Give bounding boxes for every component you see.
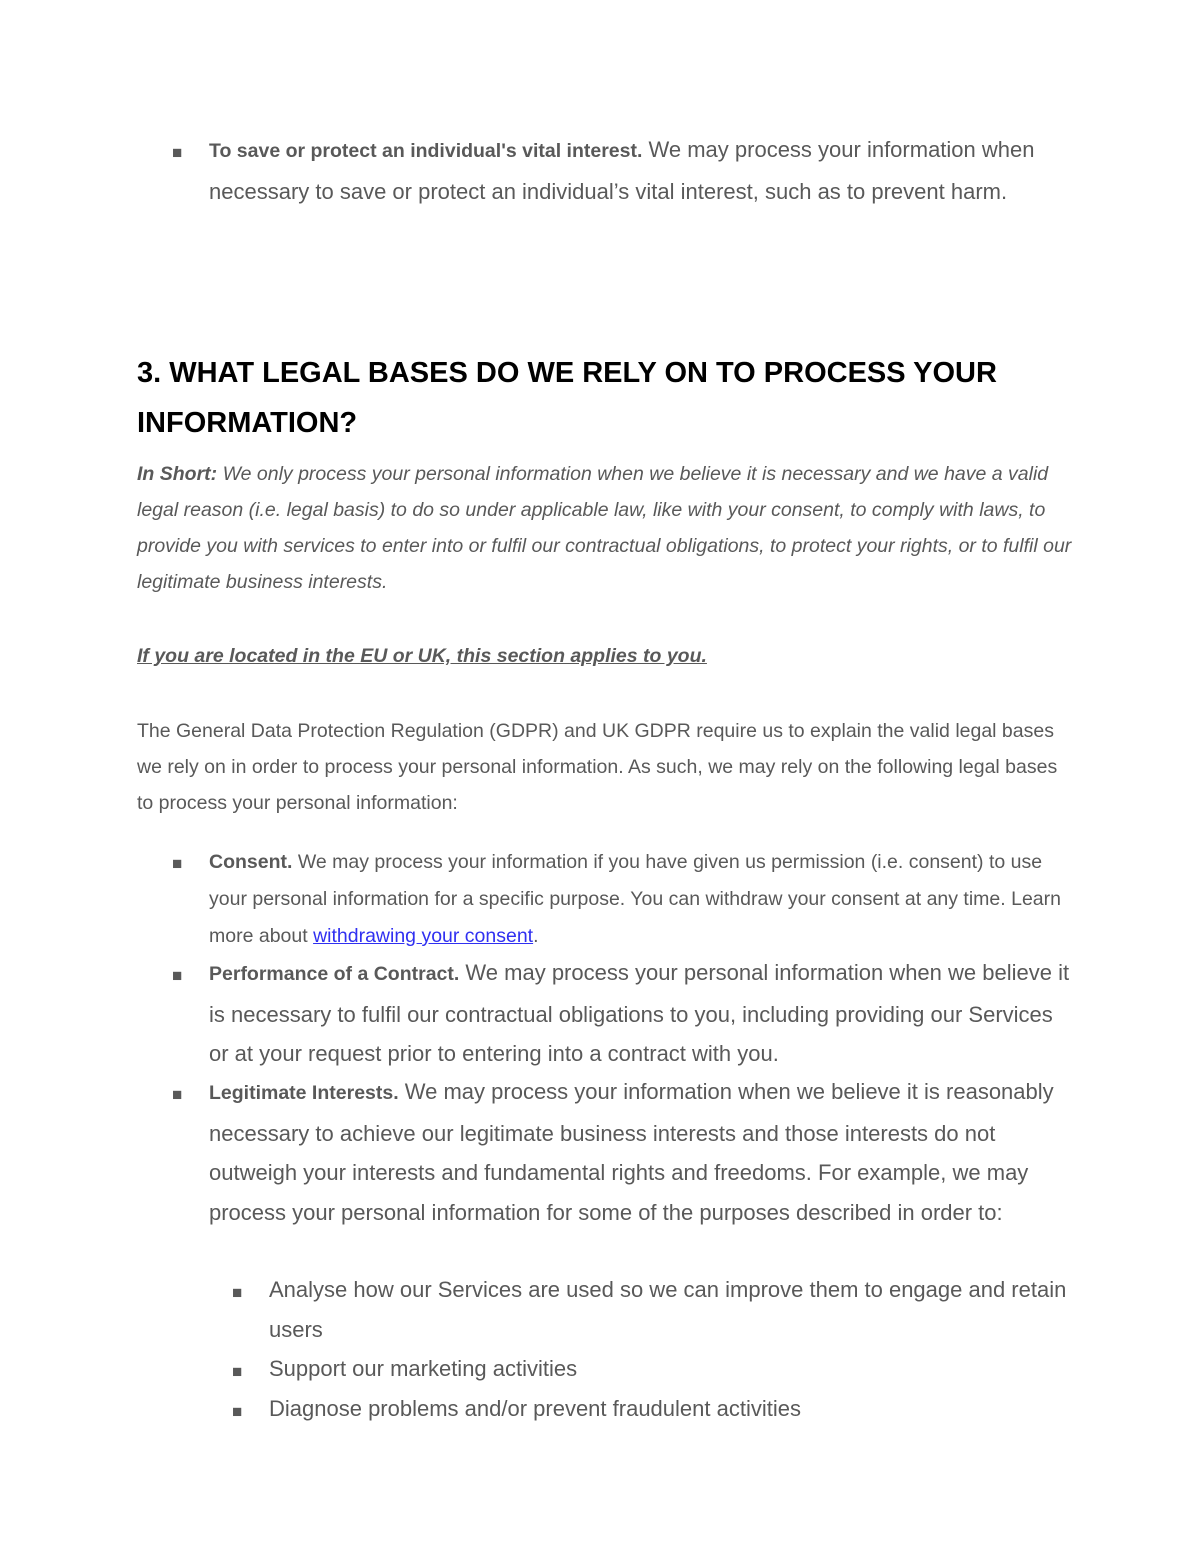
bullet-icon: ■ [172,966,183,985]
eu-uk-note: If you are located in the EU or UK, this section applies to you. [137,645,707,667]
consent-title: Consent. [209,851,293,873]
sub-item-text: Analyse how our Services are used so we can improve them to engage and retain users [269,1277,1067,1342]
in-short-label: In Short: [137,463,218,485]
bullet-icon: ■ [172,854,183,873]
vital-interest-text [209,130,1077,211]
withdraw-consent-link[interactable]: withdrawing your consent [313,925,534,947]
contract-body: We may process your personal information when we believe it is necessary to fulfil our contractual obligations to you, including providing our Services or at your request prior to entering into a contract with you. [209,960,1070,1066]
consent-text [209,844,1077,955]
in-short-summary [137,456,1077,600]
contract-title: Performance of a Contract. [209,963,460,985]
consent-body: We may process your information if you have given us permission (i.e. consent) to use your personal information for a specific purpose. You can withdraw your consent at any time. Learn more about [209,851,1061,947]
legitimate-interests-text [209,1072,1077,1232]
bullet-icon: ■ [232,1362,243,1381]
contract-text [209,953,1077,1074]
bullet-icon: ■ [172,1085,183,1104]
vital-interest-body: We may process your information when necessary to save or protect an individual’s vital interest, such as to prevent harm. [209,137,1035,204]
bullet-icon: ■ [232,1283,243,1302]
bullet-icon: ■ [232,1402,243,1421]
in-short-text: We only process your personal information when we believe it is necessary and we have a valid legal reason (i.e. legal basis) to do so under applicable law, like with your consent, to comply with laws, to provide you with services to enter into or fulfil our contractual obligations, to protect your rights, or to fulfil our legitimate business interests. [137,463,1072,593]
legitimate-interests-body: We may process your information when we believe it is reasonably necessary to achieve our legitimate business interests and those interests do not outweigh your interests and fundamental rights and freedoms. For example, we may process your personal information for some of the purposes described in order to: [209,1079,1054,1225]
section-heading: 3. WHAT LEGAL BASES DO WE RELY ON TO PROCESS YOUR INFORMATION? [137,357,997,439]
consent-end: . [533,925,539,947]
vital-interest-title: To save or protect an individual's vital interest. [209,140,643,162]
sub-item-text: Support our marketing activities [269,1356,578,1381]
sub-item-text: Diagnose problems and/or prevent fraudulent activities [269,1396,801,1421]
legitimate-interests-title: Legitimate Interests. [209,1082,399,1104]
gdpr-intro-paragraph: The General Data Protection Regulation (GDPR) and UK GDPR require us to explain the valid legal bases we rely on in order to process your personal information. As such, we may rely on the following legal bases to process your personal information: [137,720,1058,814]
bullet-icon: ■ [172,143,183,162]
